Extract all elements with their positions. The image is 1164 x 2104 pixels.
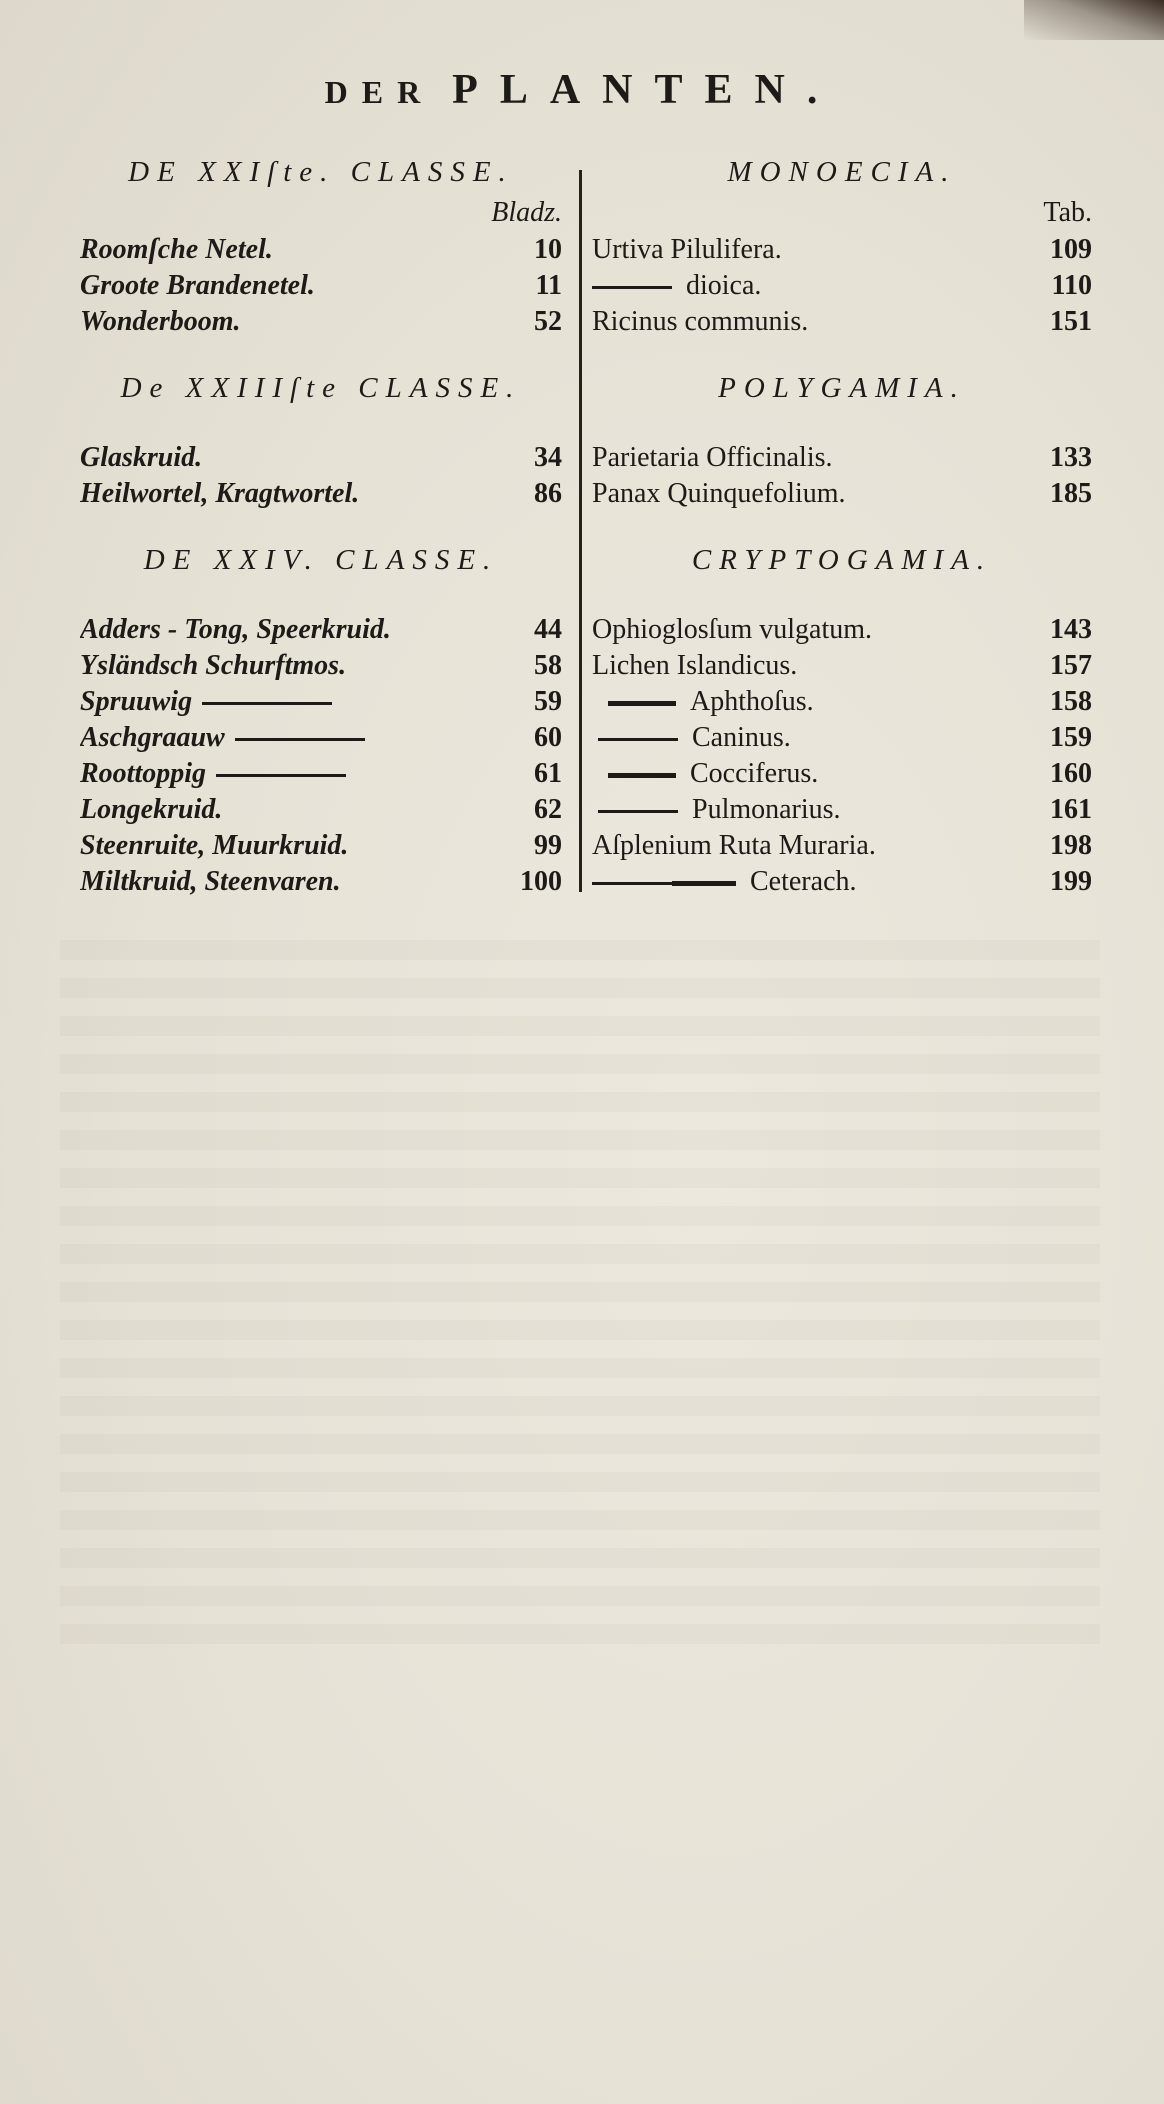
index-row: [80, 612, 562, 648]
plant-name: Steenruite, Muurkruid.: [80, 830, 349, 861]
page-number: 59: [534, 686, 562, 717]
plant-name: Heilwortel, Kragtwortel.: [80, 478, 360, 509]
plant-name: Pulmonarius.: [692, 794, 841, 825]
ditto-dash: [216, 774, 346, 777]
index-row: [80, 232, 562, 268]
plate-number: 133: [1050, 442, 1092, 473]
plate-number: 143: [1050, 614, 1092, 645]
index-row: [80, 828, 562, 864]
plate-number: 185: [1050, 478, 1092, 509]
page-number: 58: [534, 650, 562, 681]
section-title-class-21: DE XXIſte. CLASSE.: [128, 156, 514, 188]
header-prefix: DER: [324, 74, 435, 110]
plant-name: Aſplenium Ruta Muraria.: [592, 830, 876, 861]
index-row: [592, 232, 1092, 268]
plate-number: 109: [1050, 234, 1092, 265]
index-row: [592, 440, 1092, 476]
plant-name: Lichen Islandicus.: [592, 650, 798, 681]
index-row: [80, 864, 562, 900]
index-row: [80, 476, 562, 512]
ditto-dash: [608, 773, 676, 778]
column-divider: [579, 170, 582, 892]
page-number: 100: [520, 866, 562, 897]
plate-number: 199: [1050, 866, 1092, 897]
plant-name: Ysländsch Schurftmos.: [80, 650, 347, 681]
index-row: [592, 476, 1092, 512]
index-row: [592, 720, 1092, 756]
plate-number: 161: [1050, 794, 1092, 825]
index-row: [592, 864, 1092, 900]
index-row: [80, 792, 562, 828]
ditto-dash: [598, 738, 678, 741]
page-number: 61: [534, 758, 562, 789]
page-number: 60: [534, 722, 562, 753]
plant-name: Ricinus communis.: [592, 306, 809, 337]
plant-name: Adders - Tong, Speerkruid.: [80, 614, 391, 645]
plant-name: Spruuwig: [80, 686, 193, 717]
plant-name: dioica.: [686, 270, 762, 301]
plant-name: Wonderboom.: [80, 306, 241, 337]
plant-name: Ophioglosſum vulgatum.: [592, 614, 872, 645]
plant-name: Panax Quinquefolium.: [592, 478, 846, 509]
plant-name: Glaskruid.: [80, 442, 203, 473]
index-row: [592, 304, 1092, 340]
index-row: [592, 612, 1092, 648]
plant-name: Parietaria Officinalis.: [592, 442, 833, 473]
page-number: 86: [534, 478, 562, 509]
page-number: 34: [534, 442, 562, 473]
page-number: 11: [535, 270, 562, 301]
ditto-dash: [202, 702, 332, 705]
column-header-tab: Tab.: [1043, 197, 1092, 228]
plant-name: Roottoppig: [80, 758, 207, 789]
page-number: 99: [534, 830, 562, 861]
plant-name: Aschgraauw: [80, 722, 225, 753]
plant-name: Groote Brandenetel.: [80, 270, 315, 301]
plate-number: 157: [1050, 650, 1092, 681]
plant-name: Aphthoſus.: [690, 686, 814, 717]
page-number: 52: [534, 306, 562, 337]
plate-number: 198: [1050, 830, 1092, 861]
right-column: [592, 150, 1092, 900]
ditto-dash: [672, 881, 736, 886]
page-header: [0, 66, 1164, 114]
index-row: [80, 720, 562, 756]
page-number: 62: [534, 794, 562, 825]
section-title-polygamia: POLYGAMIA.: [718, 372, 966, 404]
index-row: [592, 828, 1092, 864]
left-column: [80, 150, 562, 900]
index-row: [80, 756, 562, 792]
page-number: 44: [534, 614, 562, 645]
plant-name: Caninus.: [692, 722, 791, 753]
index-row: [592, 648, 1092, 684]
header-title: PLANTEN.: [452, 67, 840, 113]
column-header-bladz: Bladz.: [491, 197, 562, 228]
plate-number: 159: [1050, 722, 1092, 753]
ditto-dash: [598, 810, 678, 813]
ditto-dash: [592, 882, 672, 885]
plant-name: Cocciferus.: [690, 758, 819, 789]
section-title-class-23: De XXIIIſte CLASSE.: [120, 372, 522, 404]
index-row: [592, 792, 1092, 828]
index-row: [80, 440, 562, 476]
index-row: [80, 684, 562, 720]
index-row: [80, 648, 562, 684]
section-title-cryptogamia: CRYPTOGAMIA.: [691, 544, 993, 576]
index-row: [80, 268, 562, 304]
page-number: 10: [534, 234, 562, 265]
index-row: [592, 684, 1092, 720]
plant-name: Roomſche Netel.: [80, 234, 273, 265]
index-row: [592, 268, 1092, 304]
plant-name: Longekruid.: [80, 794, 223, 825]
show-through-texture: [60, 940, 1100, 1660]
ditto-dash: [235, 738, 365, 741]
plate-number: 151: [1050, 306, 1092, 337]
plate-number: 158: [1050, 686, 1092, 717]
section-title-class-24: DE XXIV. CLASSE.: [143, 544, 499, 576]
section-title-monoecia: MONOECIA.: [727, 156, 957, 188]
ditto-dash: [608, 701, 676, 706]
plant-name: Ceterach.: [750, 866, 857, 897]
page-corner-shadow: [1024, 0, 1164, 40]
plant-name: Urtiva Pilulifera.: [592, 234, 782, 265]
index-row: [80, 304, 562, 340]
plant-name: Miltkruid, Steenvaren.: [80, 866, 341, 897]
plate-number: 160: [1050, 758, 1092, 789]
ditto-dash: [592, 286, 672, 289]
plate-number: 110: [1051, 270, 1092, 301]
index-row: [592, 756, 1092, 792]
